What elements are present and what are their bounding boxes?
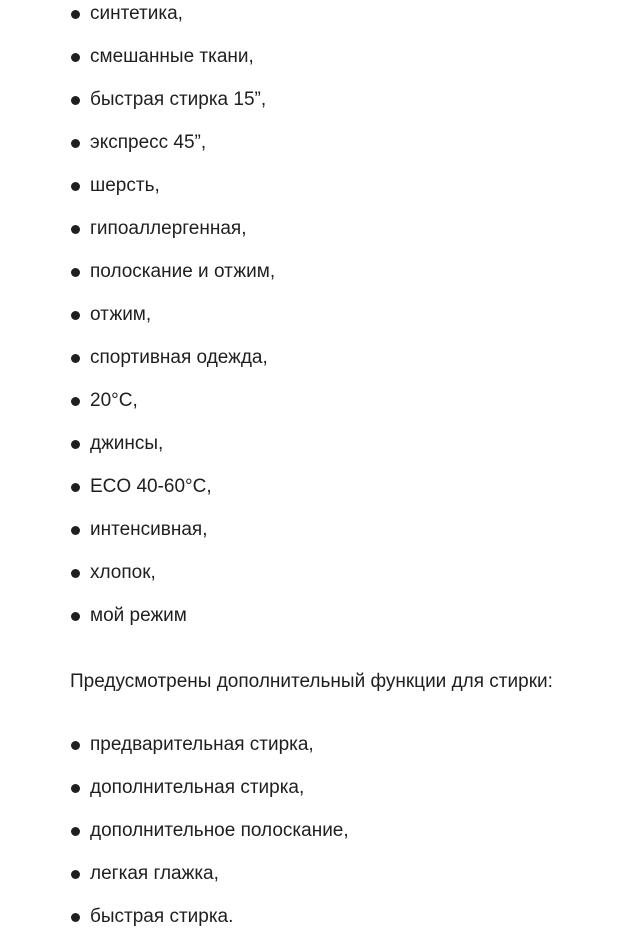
extra-function-item-label: дополнительное полоскание, — [90, 820, 349, 841]
bullet-icon — [71, 354, 80, 363]
bullet-icon — [71, 225, 80, 234]
bullet-icon — [71, 440, 80, 449]
extras-intro: Предусмотрены дополнительный функции для стирки: — [70, 671, 553, 692]
wash-mode-item — [70, 430, 626, 473]
wash-mode-item — [70, 86, 626, 129]
extra-function-item — [70, 731, 626, 774]
bullet-icon — [71, 139, 80, 148]
bullet-icon — [71, 311, 80, 320]
wash-mode-item-label: шерсть, — [90, 175, 160, 196]
wash-modes-list — [70, 0, 626, 645]
wash-mode-item-label: гипоаллергенная, — [90, 218, 247, 239]
wash-mode-item — [70, 602, 626, 645]
wash-mode-item — [70, 559, 626, 602]
article-content — [70, 0, 626, 946]
wash-mode-item-label: отжим, — [90, 304, 152, 325]
wash-mode-item — [70, 473, 626, 516]
bullet-icon — [71, 182, 80, 191]
wash-mode-item-label: экспресс 45”, — [90, 132, 207, 153]
wash-mode-item-label: полоскание и отжим, — [90, 261, 276, 282]
bullet-icon — [71, 53, 80, 62]
bullet-icon — [71, 397, 80, 406]
bullet-icon — [71, 784, 80, 793]
wash-mode-item-label: интенсивная, — [90, 519, 208, 540]
extra-function-item-label: быстрая стирка. — [90, 906, 234, 927]
extra-function-item — [70, 817, 626, 860]
bullet-icon — [71, 96, 80, 105]
wash-mode-item — [70, 172, 626, 215]
wash-mode-item-label: быстрая стирка 15”, — [90, 89, 267, 110]
wash-mode-item-label: мой режим — [90, 605, 187, 626]
bullet-icon — [71, 526, 80, 535]
wash-mode-item-label: синтетика, — [90, 3, 183, 24]
wash-mode-item — [70, 344, 626, 387]
wash-mode-item-label: 20°C, — [90, 390, 138, 411]
wash-mode-item — [70, 129, 626, 172]
bullet-icon — [71, 913, 80, 922]
extra-functions-list — [70, 731, 626, 946]
bullet-icon — [71, 612, 80, 621]
wash-mode-item-label: смешанные ткани, — [90, 46, 254, 67]
wash-mode-item-label: ECO 40-60°C, — [90, 476, 212, 497]
extra-function-item-label: предварительная стирка, — [90, 734, 314, 755]
wash-mode-item-label: джинсы, — [90, 433, 164, 454]
wash-mode-item — [70, 516, 626, 559]
wash-mode-item-label: спортивная одежда, — [90, 347, 268, 368]
extra-function-item-label: легкая глажка, — [90, 863, 219, 884]
wash-mode-item — [70, 0, 626, 43]
bullet-icon — [71, 483, 80, 492]
wash-mode-item — [70, 301, 626, 344]
bullet-icon — [71, 268, 80, 277]
bullet-icon — [71, 870, 80, 879]
wash-mode-item — [70, 258, 626, 301]
wash-mode-item — [70, 43, 626, 86]
bullet-icon — [71, 10, 80, 19]
bullet-icon — [71, 569, 80, 578]
extra-function-item — [70, 903, 626, 946]
extra-function-item — [70, 774, 626, 817]
wash-mode-item — [70, 387, 626, 430]
bullet-icon — [71, 827, 80, 836]
wash-mode-item-label: хлопок, — [90, 562, 156, 583]
extra-function-item-label: дополнительная стирка, — [90, 777, 305, 798]
extra-function-item — [70, 860, 626, 903]
wash-mode-item — [70, 215, 626, 258]
bullet-icon — [71, 741, 80, 750]
